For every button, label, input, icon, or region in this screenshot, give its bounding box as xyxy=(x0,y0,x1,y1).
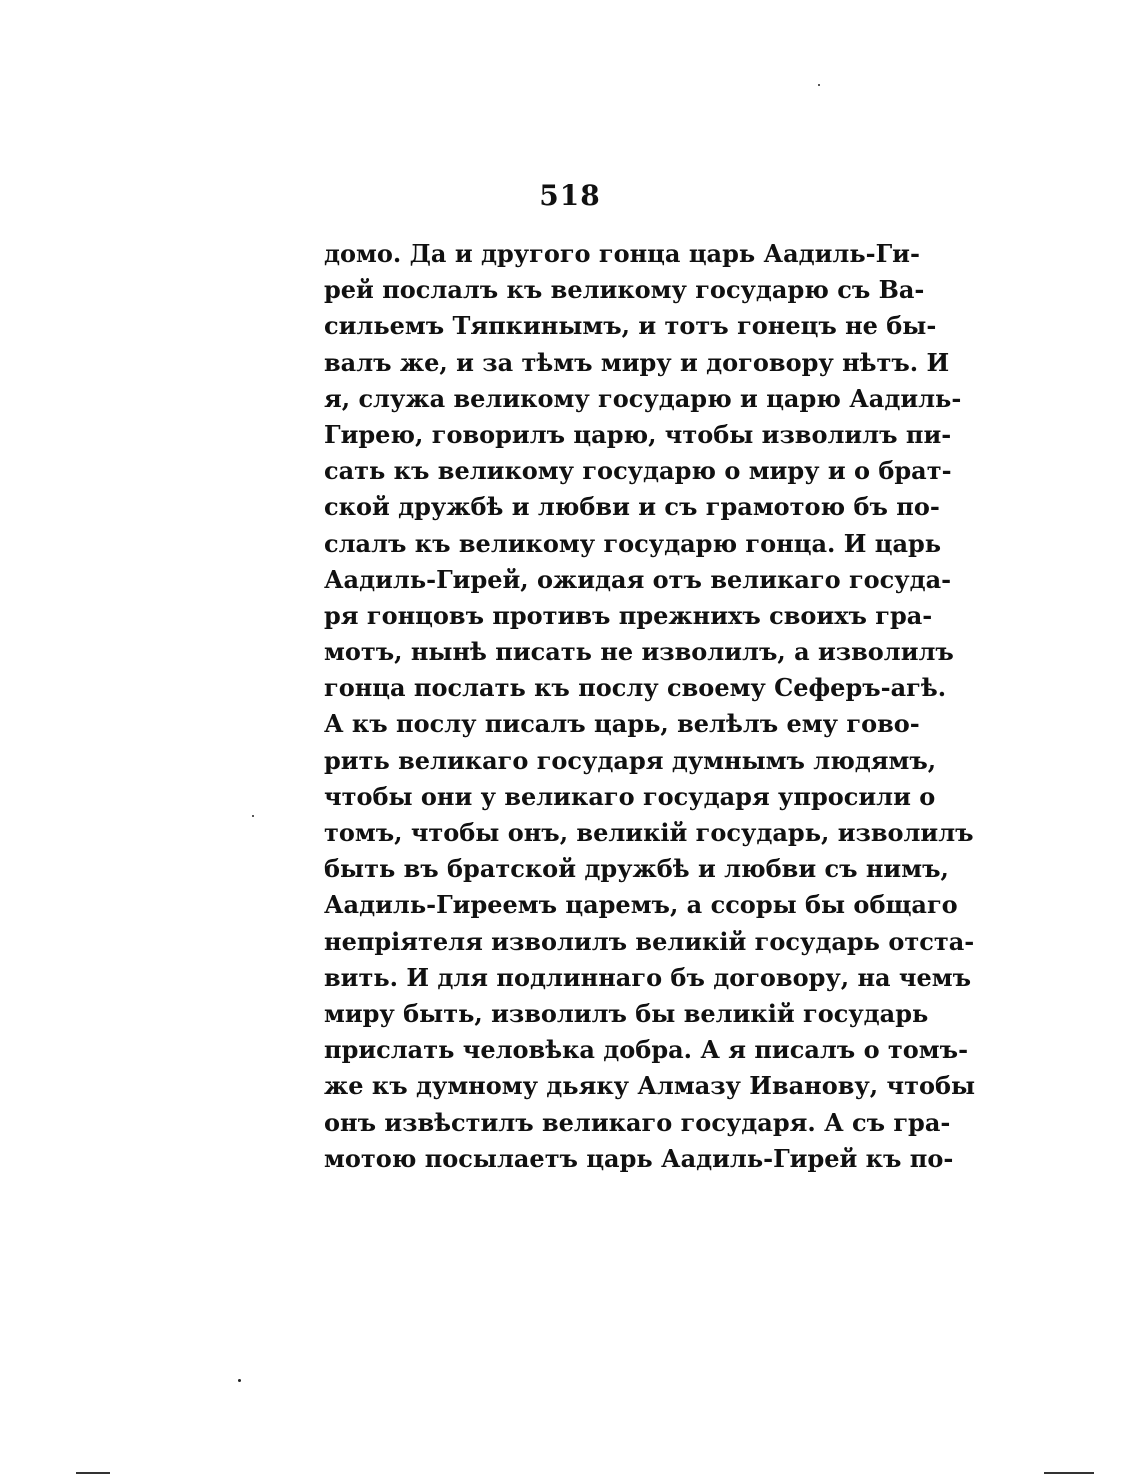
page-number: 518 xyxy=(539,179,601,212)
scan-speck xyxy=(818,84,820,86)
text-line: А къ послу писалъ царь, велѣлъ ему гово- xyxy=(324,709,920,739)
text-line: ря гонцовъ противъ прежнихъ своихъ гра- xyxy=(324,600,933,630)
text-line: домо. Да и другого гонца царь Аадиль-Ги- xyxy=(324,239,920,268)
text-line: рей послалъ къ великому государю съ Ва- xyxy=(324,275,925,305)
text-line: прислать человѣка добра. А я писалъ о томъ- xyxy=(324,1035,969,1065)
text-line: мотъ, нынѣ писать не изволилъ, а изволилъ xyxy=(324,637,954,667)
text-line: слалъ къ великому государю гонца. И царь xyxy=(324,528,942,558)
scan-edge-mark xyxy=(76,1472,110,1474)
text-line: чтобы они у великаго государя упросили о xyxy=(324,781,936,811)
text-line: непріятеля изволилъ великій государь отста- xyxy=(324,926,975,956)
text-line: мотою посылаетъ царь Аадиль-Гирей къ по- xyxy=(324,1143,954,1173)
text-line: Гирею, говорилъ царю, чтобы изволилъ пи- xyxy=(324,419,952,449)
scan-speck xyxy=(238,1379,241,1382)
text-line: миру быть, изволилъ бы великій государь xyxy=(324,998,929,1028)
body-text xyxy=(324,236,976,1177)
text-line: онъ извѣстилъ великаго государя. А съ гра- xyxy=(324,1107,951,1137)
scan-speck xyxy=(252,815,254,817)
text-line: Аадиль-Гирей, ожидая отъ великаго госуда- xyxy=(324,564,952,594)
text-line: сильемъ Тяпкинымъ, и тотъ гонецъ не бы- xyxy=(324,311,937,341)
text-line: томъ, чтобы онъ, великій государь, изволилъ xyxy=(324,818,974,847)
text-line: Аадиль-Гиреемъ царемъ, а ссоры бы общаго xyxy=(324,890,958,920)
text-line: гонца послать къ послу своему Сеферъ-агѣ. xyxy=(324,673,947,703)
text-line: ской дружбѣ и любви и съ грамотою бъ по- xyxy=(324,492,940,522)
text-line: валъ же, и за тѣмъ миру и договору нѣтъ. И xyxy=(324,347,950,377)
text-line: сать къ великому государю о миру и о брат- xyxy=(324,456,952,486)
text-line: быть въ братской дружбѣ и любви съ нимъ, xyxy=(324,854,949,884)
scan-edge-mark xyxy=(1044,1472,1094,1474)
text-line: же къ думному дьяку Алмазу Иванову, чтобы xyxy=(324,1071,976,1101)
text-line: я, служа великому государю и царю Аадиль- xyxy=(324,383,962,413)
text-line: рить великаго государя думнымъ людямъ, xyxy=(324,745,937,775)
text-line: вить. И для подлиннаго бъ договору, на чемъ xyxy=(324,962,972,992)
